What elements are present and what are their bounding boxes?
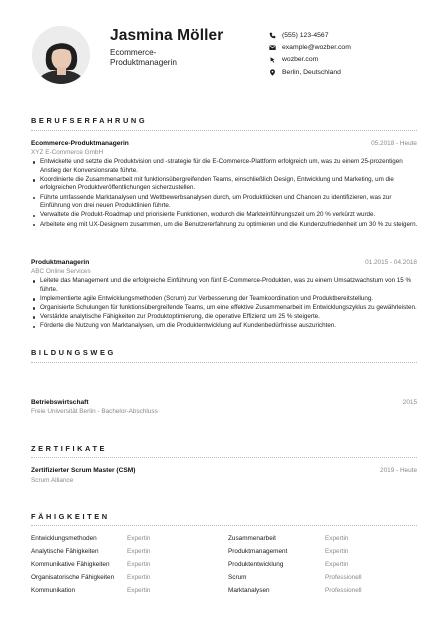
experience-1-bullets — [31, 158, 419, 230]
link-icon — [268, 56, 276, 64]
certificate-issuer: Scrum Alliance — [31, 477, 74, 484]
skill-level: Professionell — [325, 574, 362, 581]
skill-level: Expertin — [127, 574, 151, 581]
candidate-name: Jasmina Möller — [110, 27, 224, 44]
degree-title: Betriebswirtschaft — [31, 399, 89, 406]
skill-name: Kommunikation — [31, 587, 76, 594]
skill-name: Entwicklungsmethoden — [31, 535, 97, 542]
contact-location-text: Berlin, Deutschland — [282, 68, 341, 76]
bullet-item: Leitete das Management und die erfolgreiche Einführung von fünf E-Commerce-Produkten, was zu einem Umsatzwachstum von 15 % führte. — [31, 277, 419, 294]
skill-name: Scrum — [228, 574, 247, 581]
avatar — [32, 26, 90, 84]
education-institution: Freie Universität Berlin - Bachelor-Abschluss — [31, 408, 158, 415]
contact-phone-text: (555) 123-4567 — [282, 31, 329, 39]
section-title-experience: BERUFSERFAHRUNG — [31, 116, 148, 125]
contact-email[interactable] — [268, 41, 438, 53]
section-title-certificates: ZERTIFIKATE — [31, 444, 108, 453]
bullet-item: Verwaltete die Produkt-Roadmap und priorisierte Funktionen, wodurch die Markteinführungszeit um 20 % verkürzt wurde. — [31, 211, 419, 220]
skill-level: Expertin — [325, 548, 349, 555]
skill-level: Expertin — [127, 587, 151, 594]
section-divider — [31, 457, 417, 458]
company-name: ABC Online Services — [31, 268, 91, 275]
job-date: 05.2018 - Heute — [371, 140, 417, 147]
section-title-skills: FÄHIGKEITEN — [31, 512, 110, 521]
certificate-title: Zertifizierter Scrum Master (CSM) — [31, 467, 136, 474]
certificate-entry-header — [31, 467, 417, 474]
job-title: Ecommerce-Produktmanagerin — [31, 140, 129, 147]
experience-entry-1-header — [31, 140, 417, 147]
education-date: 2015 — [402, 399, 417, 406]
email-icon — [268, 43, 276, 51]
section-divider — [31, 525, 417, 526]
contact-website[interactable] — [268, 54, 438, 66]
skill-name: Analytische Fähigkeiten — [31, 548, 99, 555]
section-title-education: BILDUNGSWEG — [31, 348, 116, 357]
bullet-item: Organisierte Schulungen für funktionsübergreifende Teams, um eine effektive Zusammenarbeit im Entwicklungszyklus zu gewährleisten. — [31, 304, 419, 313]
skill-name: Produktmanagement — [228, 548, 288, 555]
candidate-title: Ecommerce-Produktmanagerin — [110, 48, 177, 67]
contact-list — [268, 29, 438, 78]
section-divider — [31, 362, 417, 363]
experience-entry-2-header — [31, 259, 417, 266]
certificate-date: 2019 - Heute — [380, 467, 417, 474]
contact-phone — [268, 29, 438, 41]
contact-website-text[interactable]: wozber.com — [282, 56, 319, 64]
section-divider — [31, 130, 417, 131]
skill-level: Professionell — [325, 587, 362, 594]
bullet-item: Führte umfassende Marktanalysen und Wettbewerbsanalysen durch, um Produktlücken und Chancen zu identifizieren, was zur Einführung von drei neuen Produktlinien führte. — [31, 194, 419, 211]
skill-name: Organisatorische Fähigkeiten — [31, 574, 115, 581]
contact-email-text[interactable]: example@wozber.com — [282, 43, 351, 51]
bullet-item: Koordinierte die Zusammenarbeit mit funktionsübergreifenden Teams, einschließlich Design, Entwicklung und Marketing, um die erfolgreichen Produktveröffentlichungen sicherzustellen. — [31, 176, 419, 193]
skill-name: Marktanalysen — [228, 587, 270, 594]
skill-level: Expertin — [127, 548, 151, 555]
skill-level: Expertin — [325, 561, 349, 568]
job-title: Produktmanagerin — [31, 259, 90, 266]
phone-icon — [268, 31, 276, 39]
bullet-item: Entwickelte und setzte die Produktvision und -strategie für die E-Commerce-Plattform erfolgreich um, was zu einem 25-prozentigen Anstieg der Konversionsrate führte. — [31, 158, 419, 175]
job-date: 01.2015 - 04.2018 — [365, 259, 417, 266]
skill-name: Produktentwicklung — [228, 561, 284, 568]
skill-level: Expertin — [127, 535, 151, 542]
profile-photo — [32, 26, 90, 84]
bullet-item: Implementierte agile Entwicklungsmethoden (Scrum) zur Verbesserung der Teamkoordination und Produktbereitstellung. — [31, 295, 419, 304]
bullet-item: Verstärkte analytische Fähigkeiten zur Produktoptimierung, die operative Effizienz um 25 % steigerte. — [31, 313, 419, 322]
skill-level: Expertin — [127, 561, 151, 568]
skill-level: Expertin — [325, 535, 349, 542]
company-name: XYZ E-Commerce GmbH — [31, 149, 104, 156]
location-pin-icon — [268, 68, 276, 76]
bullet-item: Arbeitete eng mit UX-Designern zusammen, um die Benutzererfahrung zu optimieren und die Kundenzufriedenheit um 30 % zu steigern. — [31, 221, 419, 230]
skill-name: Kommunikative Fähigkeiten — [31, 561, 110, 568]
experience-2-bullets — [31, 277, 419, 332]
contact-location — [268, 66, 438, 78]
education-entry-header — [31, 399, 417, 406]
skill-name: Zusammenarbeit — [228, 535, 276, 542]
bullet-item: Förderte die Nutzung von Marktanalysen, um die Produktentwicklung auf Kundenbedürfnisse auszurichten. — [31, 322, 419, 331]
